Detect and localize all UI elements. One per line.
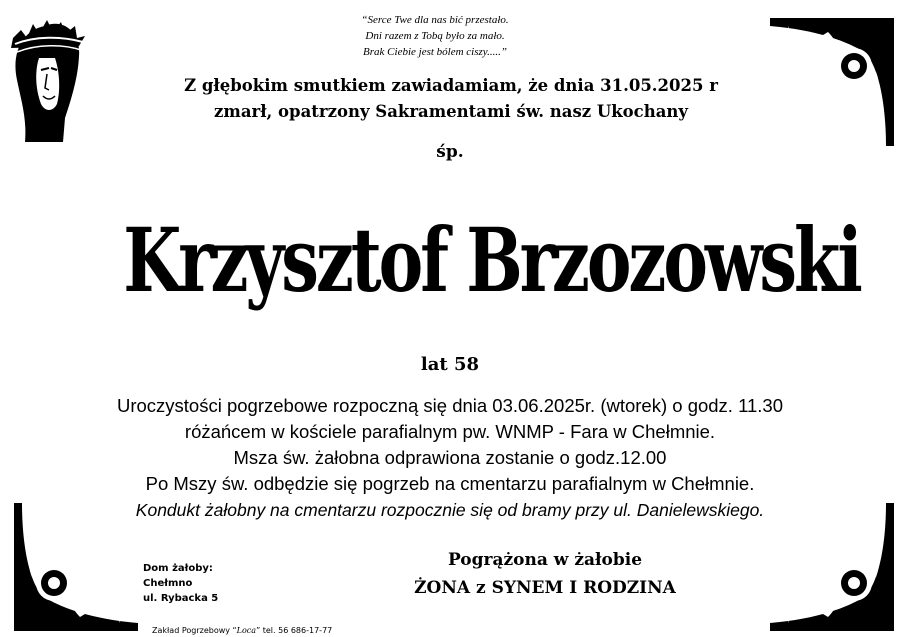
- detail-line: Msza św. żałobna odprawiona zostanie o godz.12.00: [233, 447, 667, 468]
- intro-line: Z głębokim smutkiem zawiadamiam, że dnia 31.05.2025 r: [184, 76, 718, 95]
- deceased-name: Krzysztof Brzozowski: [123, 208, 860, 312]
- detail-line: Kondukt żałobny na cmentarzu rozpocznie się od bramy przy ul. Danielewskiego.: [135, 500, 765, 520]
- detail-line: różańcem w kościele parafialnym pw. WNMP - Fara w Chełmnie.: [184, 421, 716, 442]
- quote-line: Brak Ciebie jest bólem ciszy.....”: [363, 46, 507, 58]
- announcement-intro: [95, 73, 807, 125]
- funeral-home-address: [143, 561, 263, 606]
- age-label: lat 58: [420, 354, 480, 375]
- memorial-quote: [300, 12, 570, 60]
- sp-label: śp.: [436, 142, 464, 162]
- jesus-crown-of-thorns-icon: [5, 8, 90, 144]
- mourners-line: ŻONA z SYNEM I RODZINA: [414, 578, 676, 598]
- quote-line: “Serce Twe dla nas bić przestało.: [361, 14, 509, 26]
- funeral-home-label: Dom żałoby:: [143, 563, 213, 574]
- detail-line: Po Mszy św. odbędzie się pogrzeb na cmentarzu parafialnym w Chełmnie.: [145, 473, 755, 494]
- intro-line: zmarł, opatrzony Sakramentami św. nasz Ukochany: [213, 102, 689, 121]
- funeral-home-street: ul. Rybacka 5: [143, 593, 219, 604]
- funeral-service-credit: [152, 626, 412, 635]
- funeral-service-brand: Loca: [236, 626, 257, 635]
- funeral-service-phone: ” tel. 56 686-17-77: [256, 626, 333, 635]
- quote-line: Dni razem z Tobą było za mało.: [365, 30, 505, 42]
- detail-line: Uroczystości pogrzebowe rozpoczną się dnia 03.06.2025r. (wtorek) o godz. 11.30: [116, 395, 784, 416]
- funeral-service-prefix: Zakład Pogrzebowy “: [152, 626, 237, 635]
- mourners-block: [360, 546, 730, 602]
- funeral-home-city: Chełmno: [143, 578, 193, 589]
- ceremony-details: [40, 393, 860, 523]
- mourners-line: Pogrążona w żałobie: [447, 550, 643, 570]
